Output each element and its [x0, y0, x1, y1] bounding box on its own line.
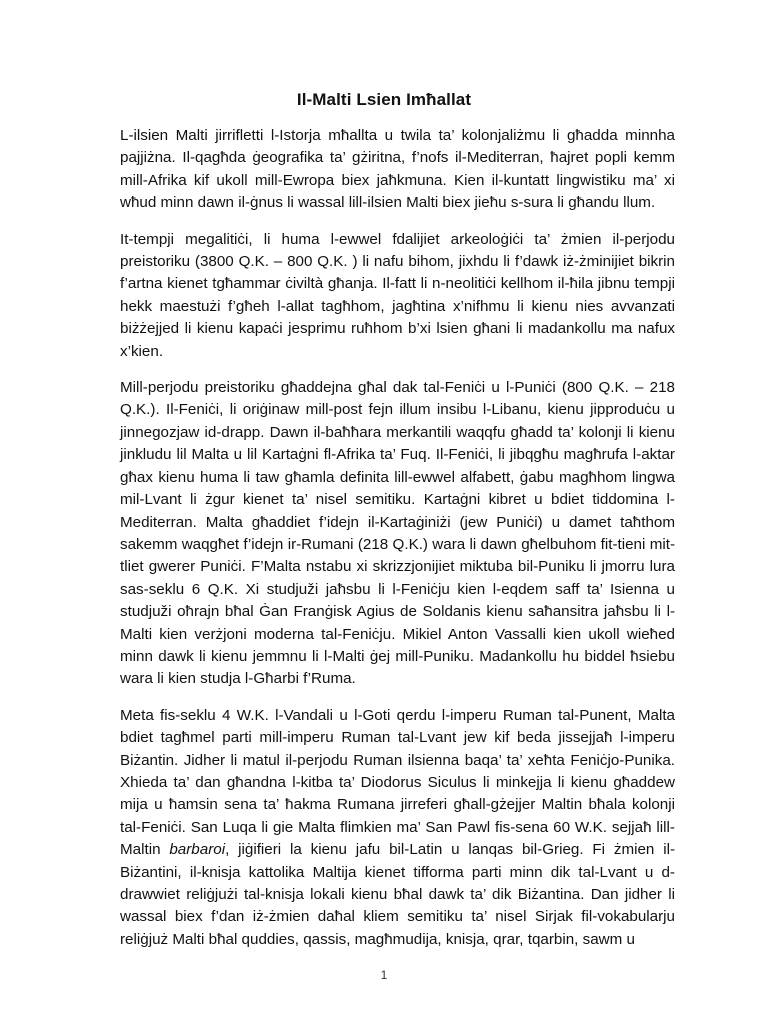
- italic-term: barbaroi: [169, 841, 226, 859]
- document-title: Il-Malti Lsien Imħallat: [296, 90, 472, 109]
- paragraph-text: It-tempji megalitiċi, li huma l-ewwel fdalijiet arkeoloġiċi ta’ żmien il-perjodu preistoriku (3800 Q.K. – 800 Q.K. ) li nafu bihom, jixhdu li f’dawk iż-żminijiet bikrin f’artna kienet tgħammar ċiviltà għanja. Il-fatt li n-neolitiċi kellhom il-ħila jibnu tempji hekk maestużi f’għeh l-allat tagħhom, jagħtina x’nifhmu li kienu nies avvanzati biżżejjed li kienu kapaċi jesprimu ruħhom b’xi lsien għani li madankollu ma nafux x’kien.: [120, 230, 675, 360]
- paragraph-2: [120, 229, 675, 363]
- paragraph-3: [120, 377, 675, 691]
- paragraph-text: L-ilsien Malti jirrifletti l-Istorja mħallta u twila ta’ kolonjaliżmu li għadda minnha pajjiżna. Il-qagħda ġeografika ta’ gżiritna, f’nofs il-Mediterran, ħajret popli kemm mill-Afrika kif ukoll mill-Ewropa biex jaħkmuna. Kien il-kuntatt lingwistiku ma’ xi wħud minn dawn il-ġnus li wassal lill-ilsien Malti biex jieħu s-sura li għandu llum.: [120, 127, 675, 212]
- paragraph-text: , jiġifieri la kienu jafu bil-Latin u lanqas bil-Grieg. Fi żmien il-Biżantini, il-knisja kattolika Maltija kienet tifforma parti minn dik tal-Lvant u d-drawwiet reliġjużi tal-knisja lokali kienu bħal dawk ta’ dik Biżantina. Dan jidher li wassal biex f’dan iż-żmien daħal kliem semitiku ta’ nisel Sirjak fil-vokabularju reliġjuż Malti bħal quddies, qassis, magħmudija, knisja, qrar, tqarbin, sawm u: [120, 841, 675, 948]
- paragraph-1: [120, 125, 675, 215]
- paragraph-4: [120, 705, 675, 951]
- document-body: [120, 125, 675, 965]
- paragraph-text: Meta fis-seklu 4 W.K. l-Vandali u l-Goti qerdu l-imperu Ruman tal-Punent, Malta bdiet tagħmel parti mill-imperu Ruman tal-Lvant jew kif beda jissejjaħ l-imperu Biżantin. Jidher li matul il-perjodu Ruman ilsienna baqa’ ta’ xeħta Feniċjo-Punika. Xhieda ta’ dan għandna l-kitba ta’ Diodorus Siculus li minkejja li kienu għaddew mija u ħamsin sena ta’ ħakma Rumana jirreferi għall-gżejjer Maltin bħala kolonji tal-Feniċi. San Luqa li gie Malta flimkien ma’ San Pawl fis-sena 60 W.K. sejjaħ lill-Maltin: [120, 706, 675, 859]
- page-number: 1: [380, 968, 388, 982]
- paragraph-text: Mill-perjodu preistoriku għaddejna għal dak tal-Feniċi u l-Puniċi (800 Q.K. – 218 Q.K.). Il-Feniċi, li oriġinaw mill-post fejn illum insibu l-Libanu, kienu jipproduċu u jinnegozjaw id-drapp. Dawn il-baħħara merkantili waqqfu għadd ta’ kolonji li kienu jinkludu lil Malta u lil Kartaġni fl-Afrika ta’ Fuq. Il-Feniċi, li jibqgħu magħrufa l-aktar għax kienu huma li taw għamla definita lill-ewwel alfabett, ġabu magħhom lingwa mil-Lvant li żgur kienet ta’ nisel semitiku. Kartaġni kibret u bdiet tiddomina l-Mediterran. Malta għaddiet f’idejn il-Kartaġiniżi (jew Puniċi) u damet taħthom sakemm waqgħet f’idejn ir-Rumani (218 Q.K.) wara li dawn għelbuhom fit-tieni mit-tliet gwerer Puniċi. F’Malta nstabu xi skrizzjonijiet miktuba bil-Puniku li jmorru lura sas-seklu 6 Q.K. Xi studjuži jaħsbu li l-Feniċju kien l-eqdem saff ta’ Isienna u studjuži oħrajn bħal Ġan Franġisk Agius de Soldanis kienu saħansitra jaħsbu li l-Malti kien verżjoni moderna tal-Feniċju. Mikiel Anton Vassalli kien ukoll wieħed minn dawk li kienu jemmnu li l-Malti ġej mill-Puniku. Madankollu hu biddel ħsiebu wara li kien studja l-Għarbi f’Ruma.: [120, 379, 675, 688]
